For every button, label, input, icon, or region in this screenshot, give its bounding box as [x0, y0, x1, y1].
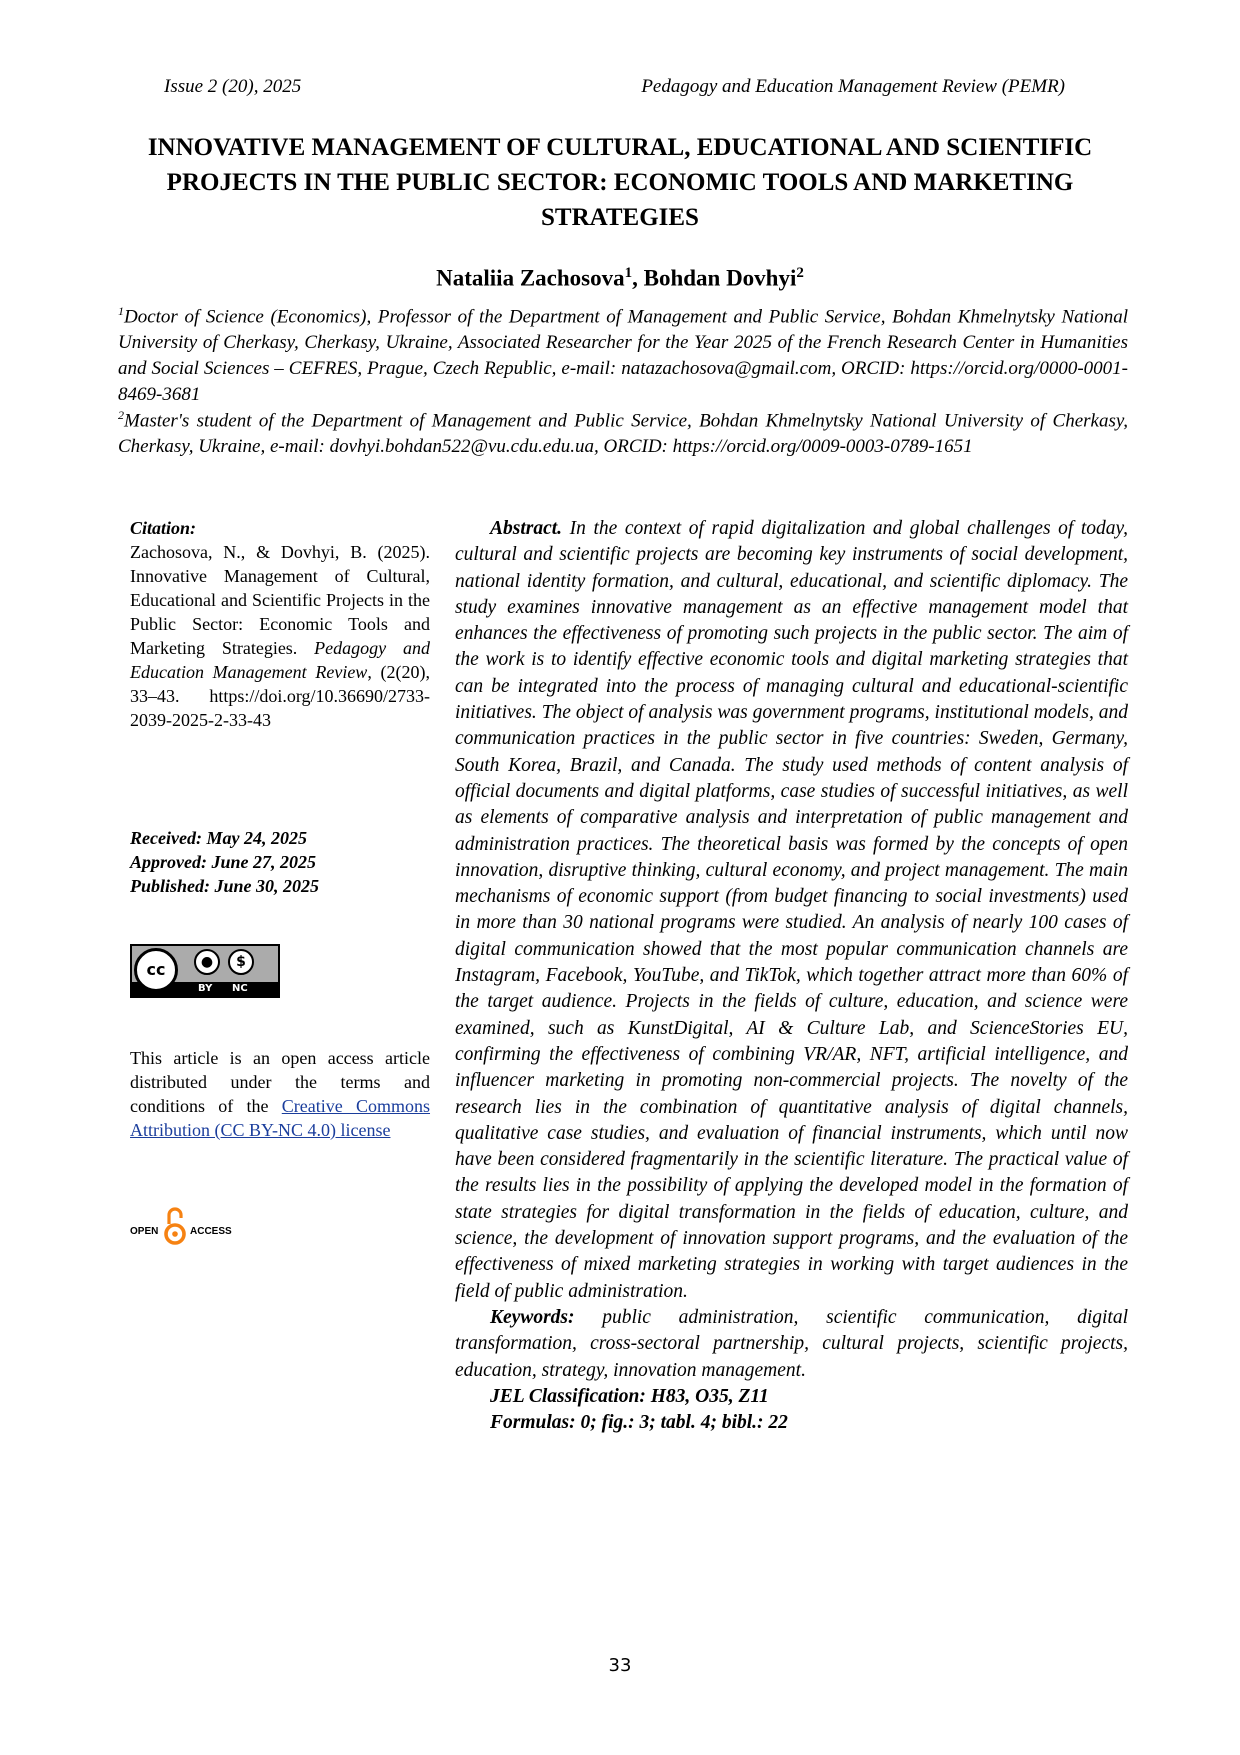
abstract-text: In the context of rapid digitalization and global challenges of today, cultural and scientific projects are becoming key instruments of social development, national identity formation, and cultural, educational, and scientific diplomacy. The study examines innovative management as an effective management model that enhances the effectiveness of promoting such projects in the public sector. The aim of the work is to identify effective economic tools and digital marketing strategies that can be integrated into the process of managing cultural and educational-scientific initiatives. The object of analysis was government programs, institutional models, and communication practices in the public sector in five countries: Sweden, Germany, South Korea, Brazil, and Canada. The study used methods of content analysis of official documents and digital platforms, case studies of successful initiatives, as well as elements of comparative analysis and interpretation of public management and administration practices. The theoretical basis was formed by the concepts of open innovation, disruptive thinking, cultural economy, and project management. The main mechanisms of economic support (from budget financing to social investments) used in more than 30 national programs were studied. An analysis of nearly 100 cases of digital communication showed that the most popular communication channels are Instagram, Facebook, YouTube, and TikTok, which together attract more than 60% of the target audience. Projects in the fields of culture, education, and science were examined, such as KunstDigital, AI & Culture Lab, and ScienceStories EU, confirming the effectiveness of combining VR/AR, NFT, artificial intelligence, and influencer marketing in promoting non-commercial projects. The novelty of the research lies in the combination of quantitative analysis of digital channels, qualitative case studies, and evaluation of financial instruments, which until now have been considered fragmentarily in the scientific literature. The practical value of the results lies in the possibility of applying the developed model in the formation of state strategies for digital transformation in the fields of education, culture, and science, the development of innovation support programs, and the evaluation of the effectiveness of mixed marketing strategies in working with target audiences in the field of public administration.: [455, 518, 1128, 1302]
affiliation-1-text: Doctor of Science (Economics), Professor of the Department of Management and Public Service, Bohdan Khmelnytsky National University of Cherkasy, Cherkasy, Ukraine, Associated Researcher for the Year 2025 of the French Research Center in Humanities and Social Sciences – CEFRES, Prague, Czech Republic, e-mail: natazachosova@gmail.com, ORCID: https://orcid.org/0000-0001-8469-3681: [118, 306, 1128, 406]
citation-pre: Zachosova, N., & Dovhyi, B. (2025). Innovative Management of Cultural, Educational and Scientific Projects in the Public Sector: Economic Tools and Marketing Strategies.: [130, 542, 430, 658]
citation-journal: Pedagogy and Education Management Review: [130, 638, 430, 682]
affiliation-1: [118, 298, 1128, 408]
cc-nc-label: NC: [232, 983, 248, 994]
affiliation-2-text: Master's student of the Department of Management and Public Service, Bohdan Khmelnytsky National University of Cherkasy, Cherkasy, Ukraine, e-mail: dovhyi.bohdan522@vu.cdu.edu.ua, ORCID: https://orcid.org/0009-0003-0789-1651: [118, 410, 1128, 458]
jel-classification: JEL Classification: H83, O35, Z11: [490, 1385, 769, 1407]
open-lock-icon: [163, 1206, 187, 1246]
abstract-column: [455, 516, 1128, 1436]
author-1-sup: 1: [624, 265, 633, 281]
open-access-logo-access: ACCESS: [190, 1226, 232, 1237]
author-2-sup: 2: [796, 265, 804, 281]
person-icon: ●: [194, 949, 220, 975]
keywords-text: public administration, scientific communication, digital transformation, cross-sectoral partnership, cultural projects, scientific projects, education, strategy, innovation management.: [455, 1306, 1128, 1381]
published-date: Published: June 30, 2025: [130, 876, 320, 896]
header-journal: Pedagogy and Education Management Review (PEMR): [641, 76, 1065, 97]
cc-by-label: BY: [198, 983, 213, 994]
keywords-label: Keywords:: [490, 1306, 575, 1328]
authors-line: [110, 265, 1130, 292]
affiliation-1-sup: 1: [118, 304, 124, 318]
citation-label: Citation:: [130, 518, 197, 538]
affiliation-2-sup: 2: [118, 408, 124, 422]
abstract-label: Abstract.: [490, 518, 563, 539]
formulas-line: Formulas: 0; fig.: 3; tabl. 4; bibl.: 22: [490, 1412, 788, 1434]
author-1: Nataliia Zachosova: [436, 265, 625, 291]
keywords-paragraph: [455, 1305, 1128, 1384]
affiliation-2: [118, 402, 1128, 460]
header-issue: Issue 2 (20), 2025: [164, 76, 302, 97]
open-access-statement: [130, 1046, 430, 1142]
citation-text: [130, 540, 430, 732]
abstract-paragraph: [455, 516, 1128, 1305]
cc-icon: cc: [134, 948, 178, 992]
article-title: INNOVATIVE MANAGEMENT OF CULTURAL, EDUCATIONAL AND SCIENTIFIC PROJECTS IN THE PUBLIC SECTOR: ECONOMIC TOOLS AND MARKETING STRATEGIES: [147, 134, 1093, 231]
sidebar-column: [130, 516, 431, 1237]
cc-license-badge: [130, 944, 280, 998]
author-2: Bohdan Dovhyi: [643, 265, 797, 291]
open-access-text: This article is an open access article distributed under the terms and conditions of the: [130, 1048, 430, 1116]
open-access-logo-open: OPEN: [130, 1226, 159, 1237]
open-access-logo: [130, 1206, 250, 1250]
no-dollar-icon: $: [228, 949, 254, 975]
received-date: Received: May 24, 2025: [130, 828, 307, 848]
citation-post: , (2(20), 33–43. https://doi.org/10.36690/2733-2039-2025-2-33-43: [130, 662, 431, 730]
dates-block: [130, 826, 430, 898]
page-number: 33: [608, 1655, 632, 1676]
license-link[interactable]: Creative Commons Attribution (CC BY-NC 4.0) license: [130, 1096, 431, 1140]
approved-date: Approved: June 27, 2025: [130, 852, 316, 872]
author-separator: ,: [632, 265, 644, 291]
